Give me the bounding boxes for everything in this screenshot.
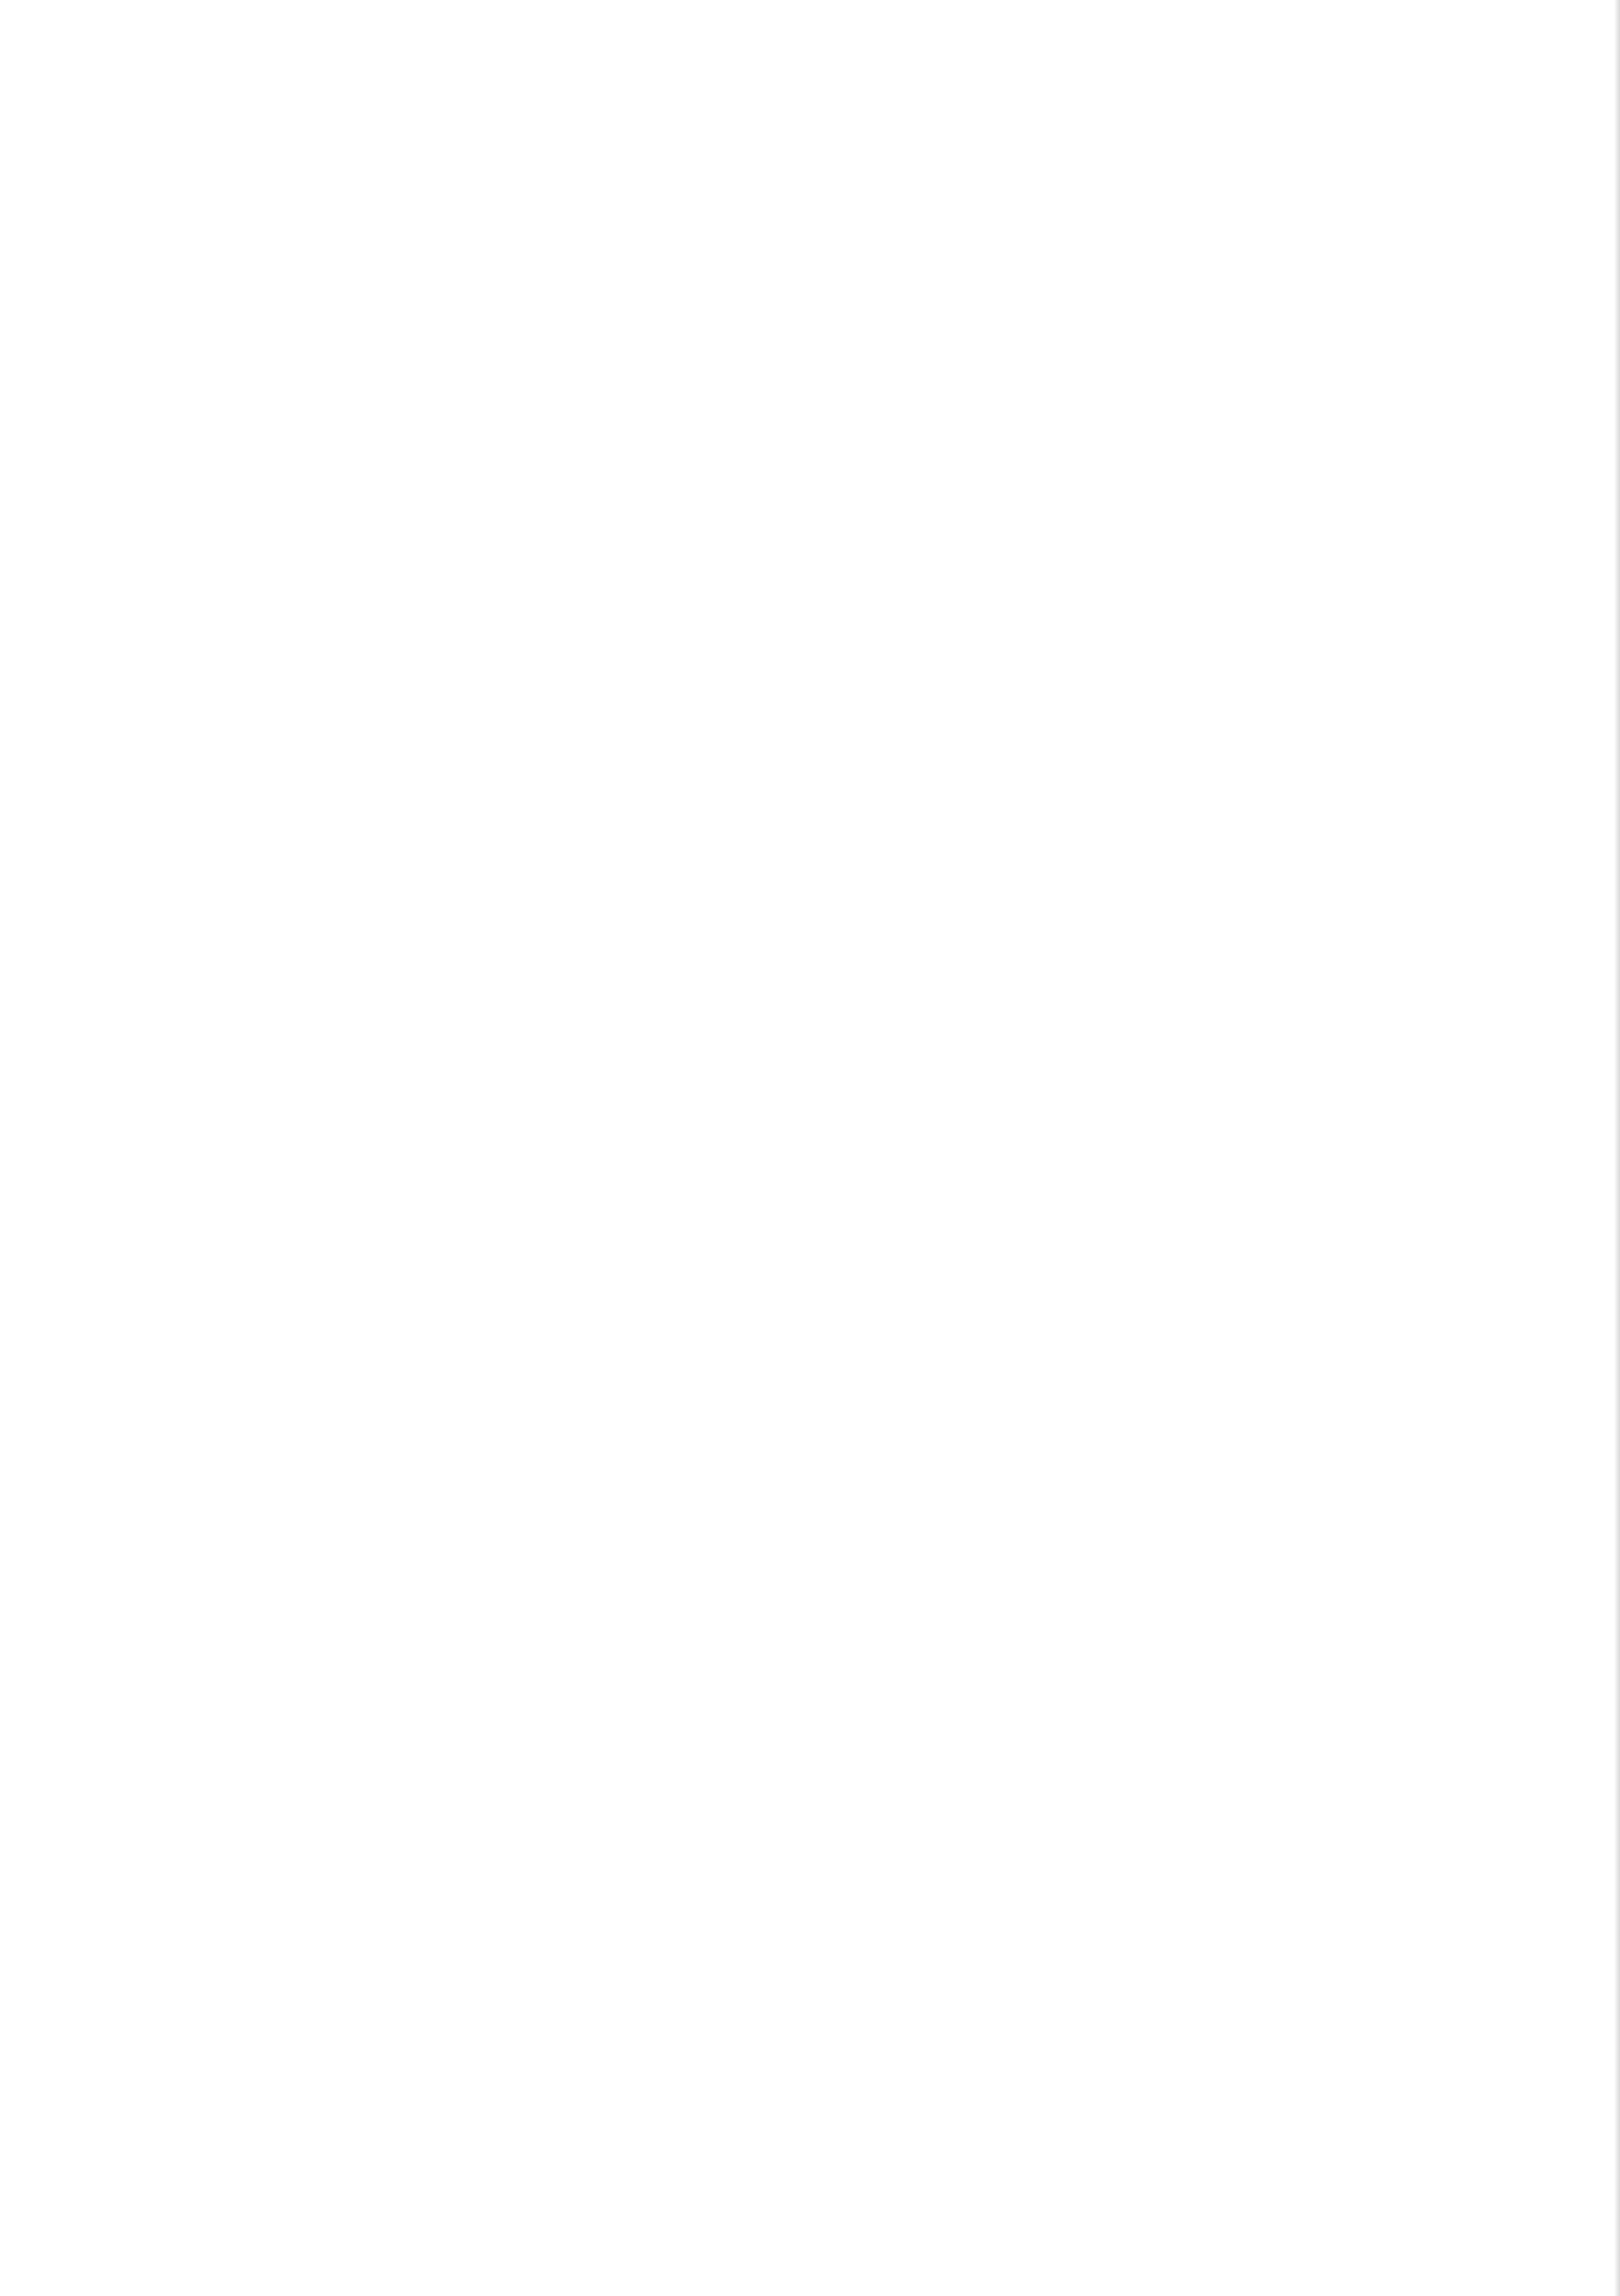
scan-edge-shadow bbox=[1614, 0, 1620, 2296]
page-content bbox=[206, 1989, 1416, 2043]
section-heading bbox=[206, 1991, 1416, 2019]
